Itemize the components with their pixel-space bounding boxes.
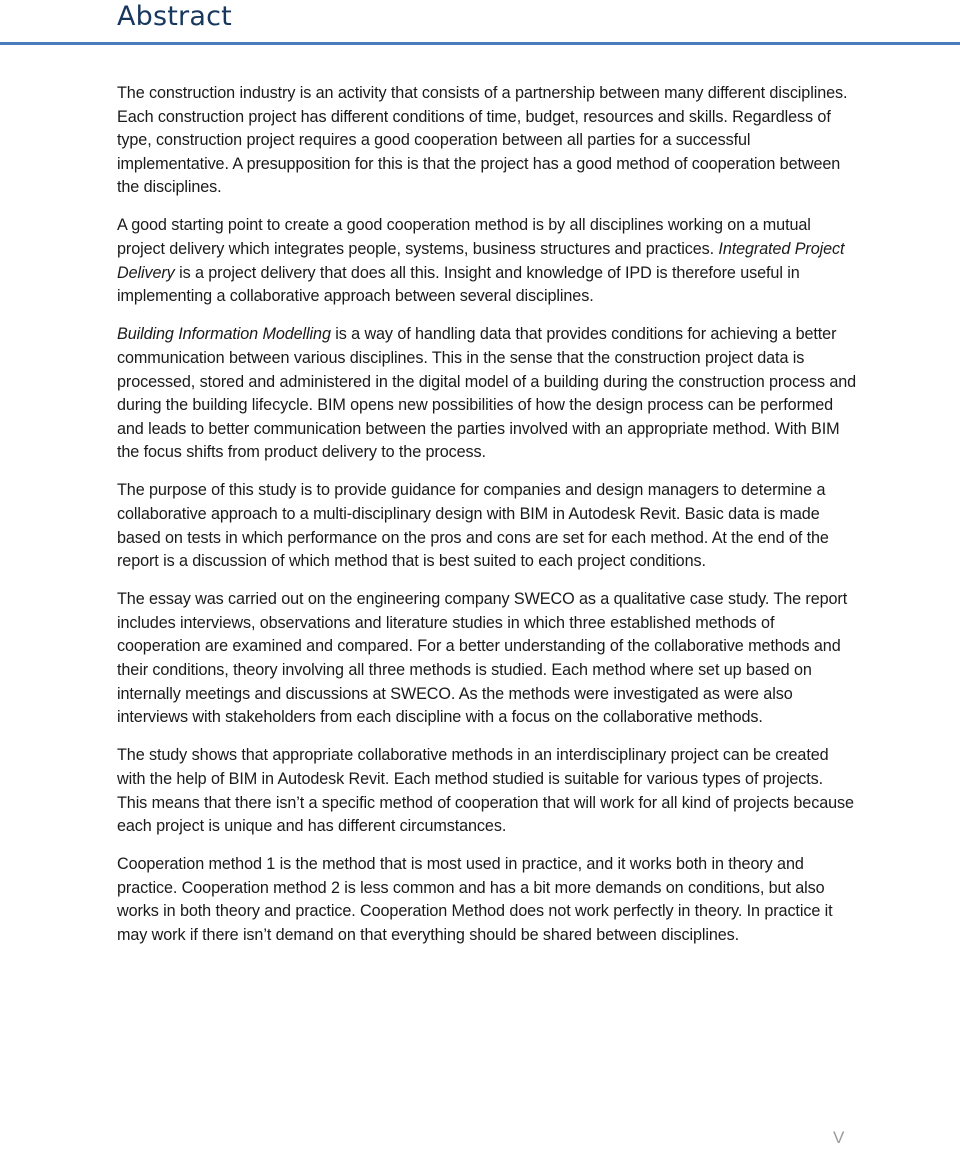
- paragraph-3-text: is a way of handling data that provides conditions for achieving a better communication between various disciplines. This in the sense that the construction project data is processed, stored and administered in the digital model of a building during the construction process and during the building lifecycle. BIM opens new possibilities of how the design process can be performed and leads to better communication between the parties involved with an appropriate method. With BIM the focus shifts from product delivery to the process.: [117, 325, 857, 462]
- paragraph-3: [117, 323, 857, 465]
- paragraph-2: [117, 214, 857, 308]
- paragraph-3-term-bim: Building Information Modelling: [117, 325, 331, 344]
- paragraph-5: [117, 588, 857, 730]
- paragraph-6: [117, 744, 857, 838]
- paragraph-2-term-ipd: Integrated Project Delivery: [117, 240, 845, 282]
- paragraph-5-text: The essay was carried out on the engineering company SWECO as a qualitative case study. The report includes interviews, observations and literature studies in which three established methods of cooperation are examined and compared. For a better understanding of the collaborative methods and their conditions, theory involving all three methods is studied. Each method where set up based on internally meetings and discussions at SWECO. As the methods were investigated as were also interviews with stakeholders from each discipline with a focus on the collaborative methods.: [117, 590, 848, 727]
- paragraph-6-text: The study shows that appropriate collaborative methods in an interdisciplinary project can be created with the help of BIM in Autodesk Revit. Each method studied is suitable for various types of projects. This means that there isn’t a specific method of cooperation that will work for all kind of projects because each project is unique and has different circumstances.: [117, 746, 854, 836]
- paragraph-4: [117, 479, 857, 573]
- paragraph-2-text-continued: is a project delivery that does all this. Insight and knowledge of IPD is therefore useful in implementing a collaborative approach between several disciplines.: [117, 263, 800, 306]
- page-number: V: [833, 1128, 845, 1147]
- paragraph-1-text: The construction industry is an activity that consists of a partnership between many different disciplines. Each construction project has different conditions of time, budget, resources and skills. Regardless of type, construction project requires a good cooperation between all parties for a successful implementative. A presupposition for this is that the project has a good method of cooperation between the disciplines.: [117, 84, 848, 197]
- paragraph-7: [117, 853, 857, 947]
- paragraph-1: [117, 82, 857, 200]
- page-title: Abstract: [117, 1, 232, 32]
- abstract-body: [117, 82, 857, 962]
- paragraph-2-text: A good starting point to create a good cooperation method is by all disciplines working on a mutual project delivery which integrates people, systems, business structures and practices.: [117, 216, 811, 259]
- paragraph-7-text: Cooperation method 1 is the method that is most used in practice, and it works both in theory and practice. Cooperation method 2 is less common and has a bit more demands on conditions, but also works in both theory and practice. Cooperation Method does not work perfectly in theory. In practice it may work if there isn’t demand on that everything should be shared between disciplines.: [117, 855, 833, 944]
- title-underline-divider: [0, 42, 960, 45]
- paragraph-4-text: The purpose of this study is to provide guidance for companies and design managers to determine a collaborative approach to a multi-disciplinary design with BIM in Autodesk Revit. Basic data is made based on tests in which performance on the pros and cons are set for each method. At the end of the report is a discussion of which method that is best suited to each project conditions.: [117, 481, 829, 571]
